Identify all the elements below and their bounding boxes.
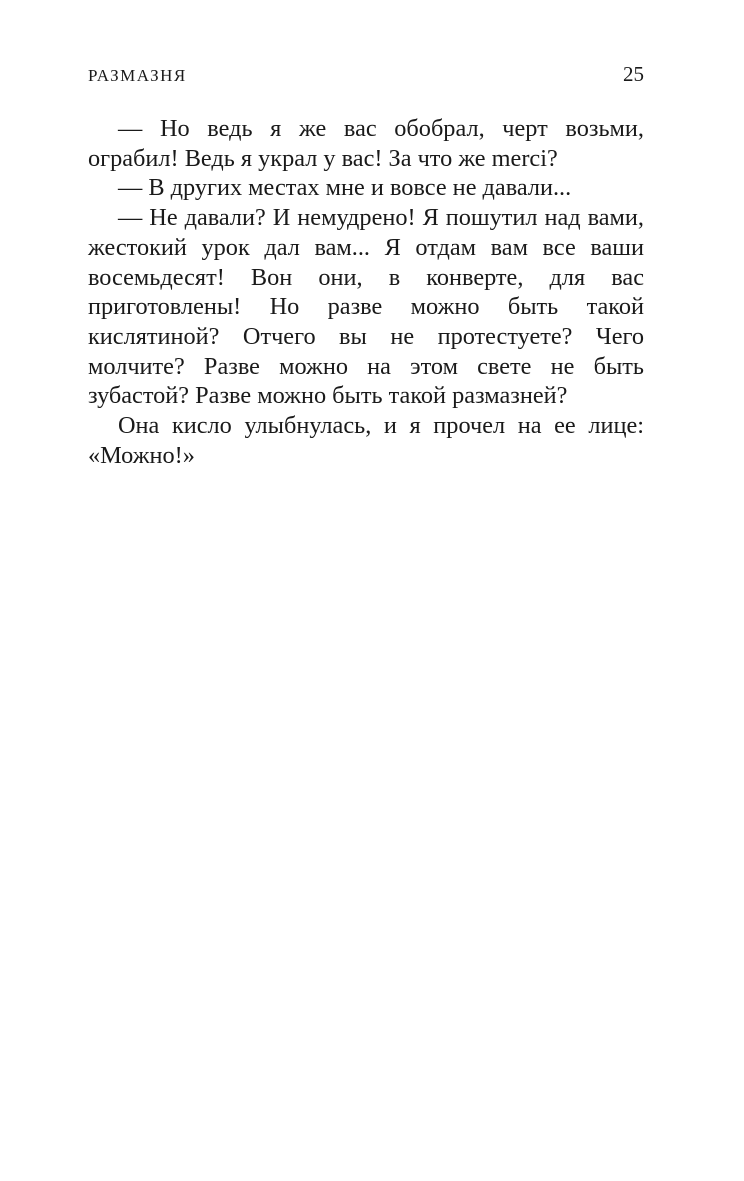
body-text (88, 114, 644, 470)
page-header (88, 62, 644, 87)
running-head: РАЗМАЗНЯ (88, 66, 187, 85)
paragraph: — Но ведь я же вас обобрал, черт возьми, ограбил! Ведь я украл у вас! За что же merci? (88, 115, 644, 172)
paragraph: Она кисло улыбнулась, и я прочел на ее лице: «Можно!» (88, 412, 644, 469)
page-number: 25 (623, 62, 644, 86)
paragraph: — В других местах мне и вовсе не давали... (118, 174, 572, 202)
paragraph: — Не давали? И немудрено! Я пошутил над вами, жестокий урок дал вам... Я отдам вам все ваши восемьдесят! Вон они, в конверте, для вас приготовлены! Но разве можно быть такой кислятиной? Отчего вы не протестуете? Чего молчите? Разве можно на этом свете не быть зубастой? Разве можно быть такой размазней? (88, 204, 644, 410)
